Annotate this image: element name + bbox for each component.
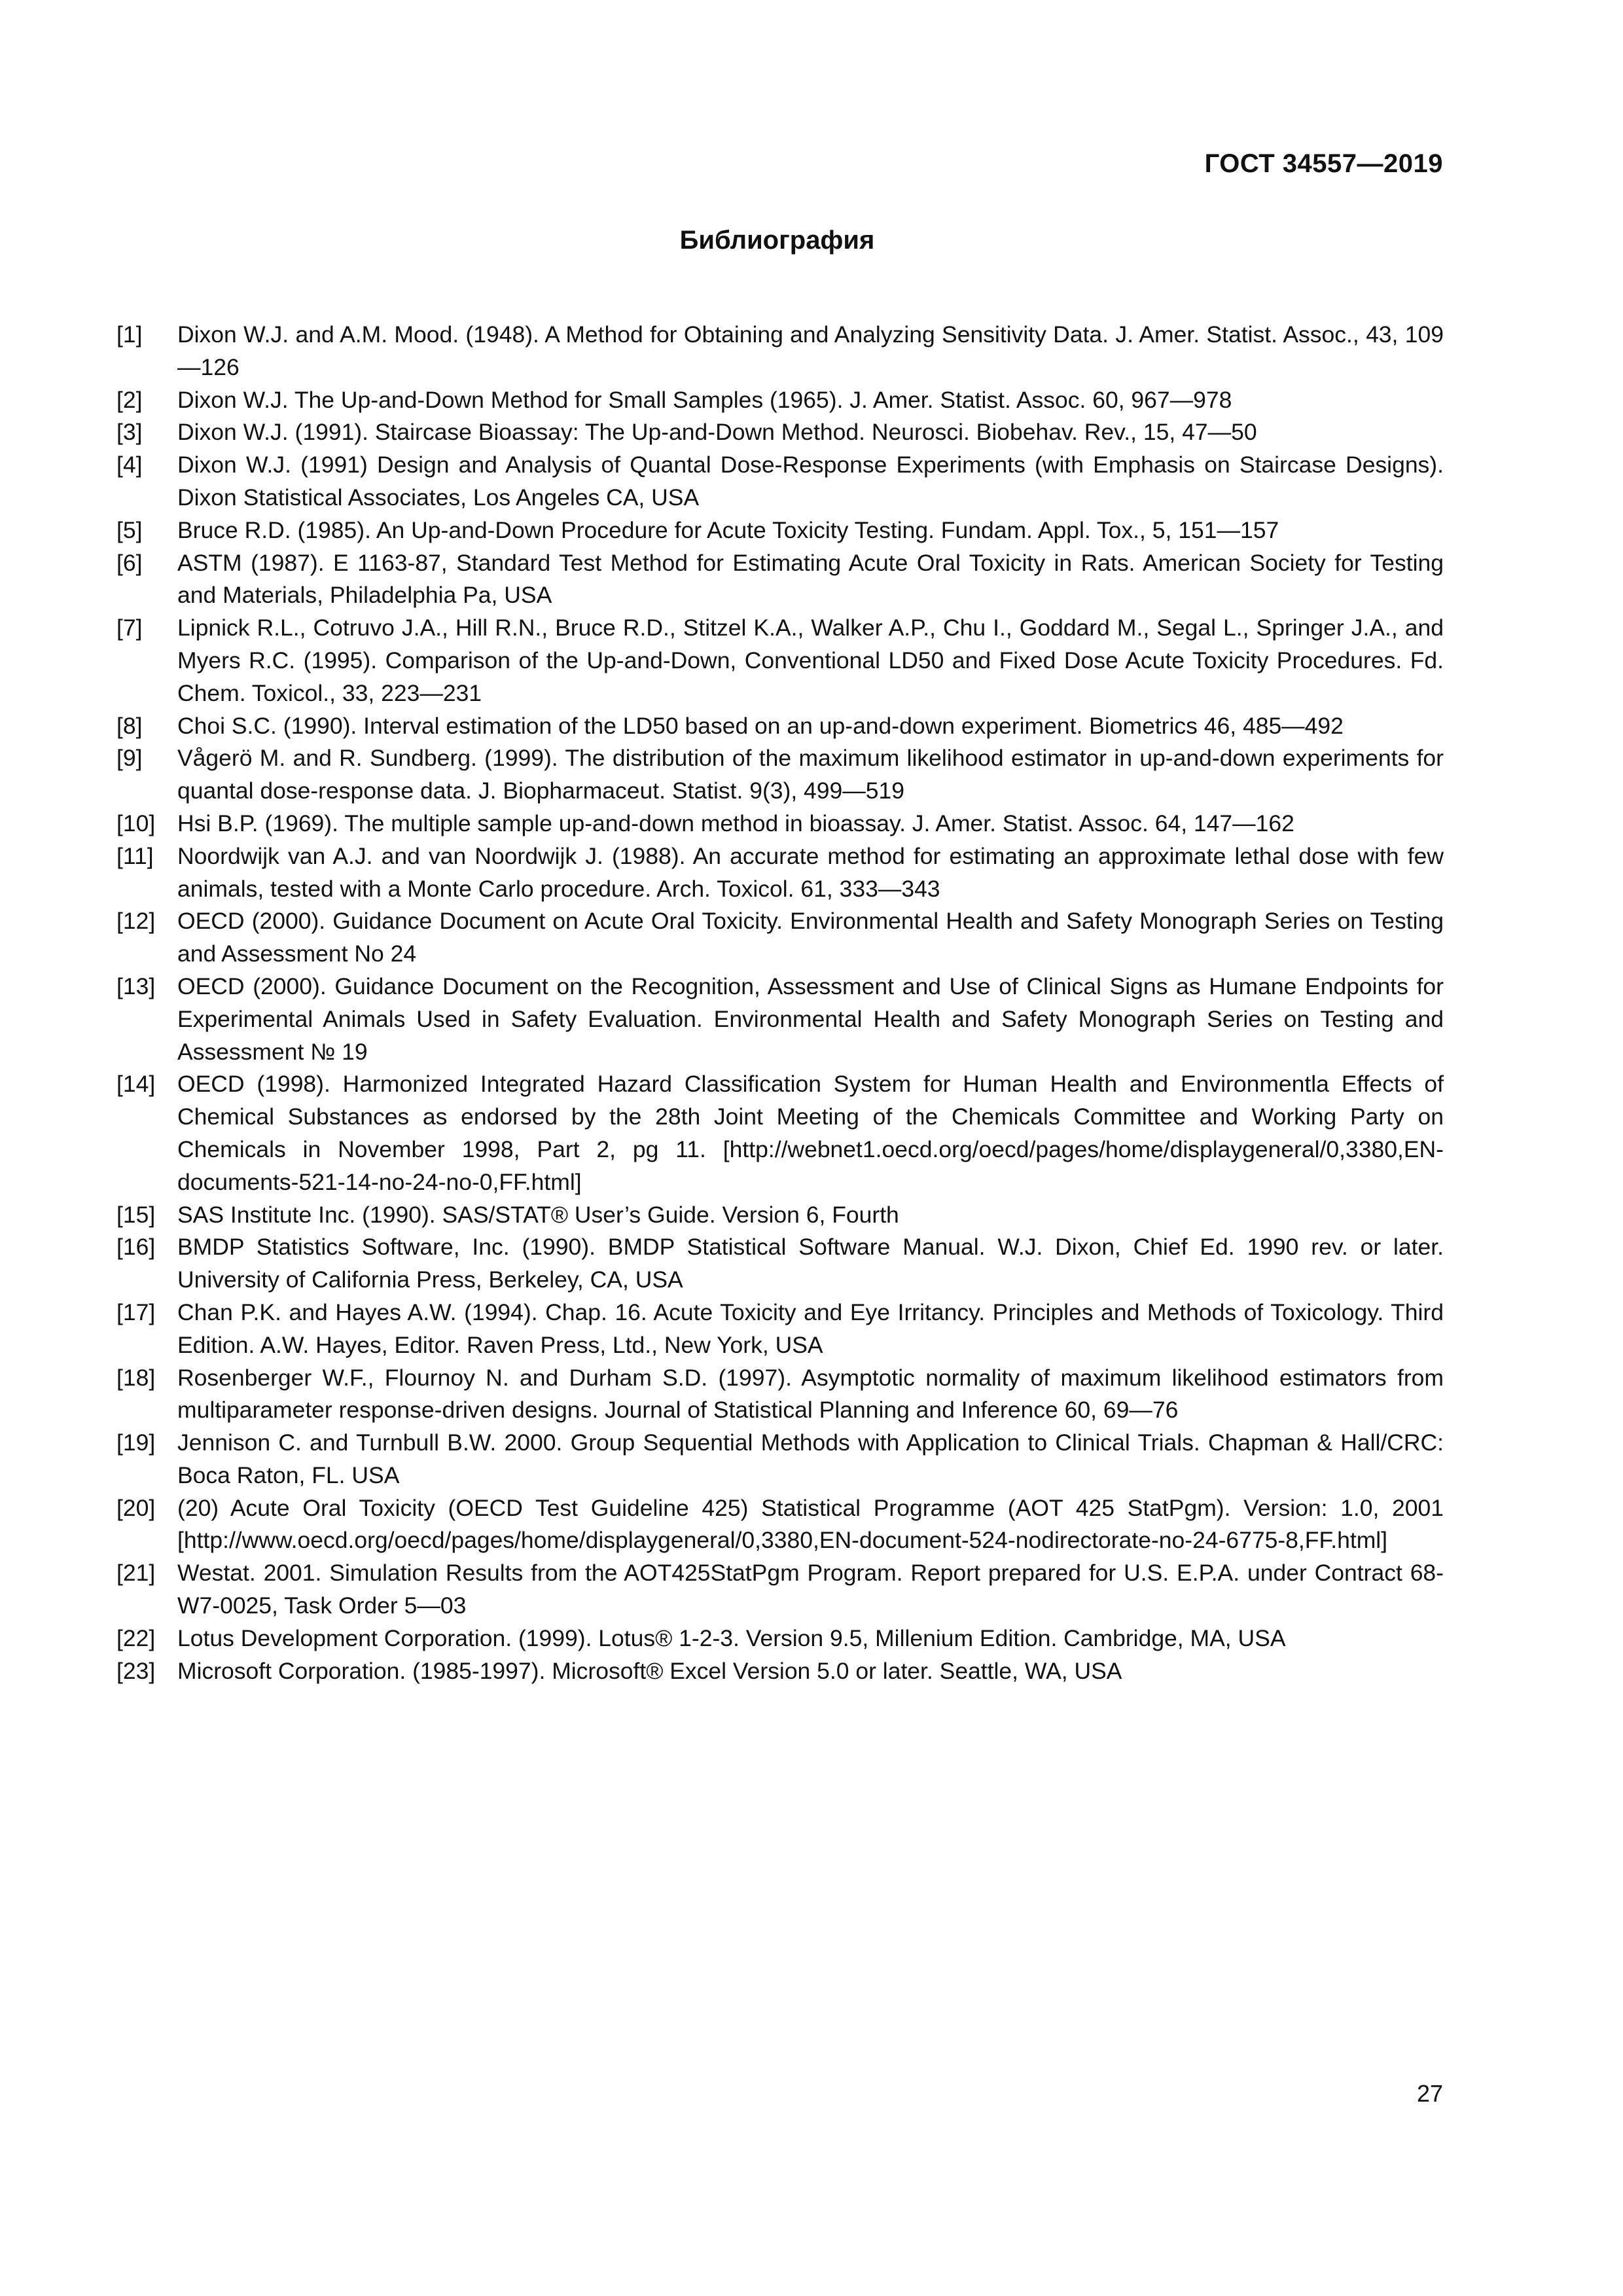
list-item xyxy=(116,1231,1444,1297)
list-item xyxy=(116,710,1444,743)
reference-number: [8] xyxy=(116,712,143,739)
reference-number: [4] xyxy=(116,452,143,478)
list-item xyxy=(116,971,1444,1068)
reference-text: Microsoft Corporation. (1985-1997). Microsoft® Excel Version 5.0 or later. Seattle, WA, USA xyxy=(177,1657,1122,1684)
reference-text: Vågerö M. and R. Sundberg. (1999). The distribution of the maximum likelihood estimator in up-and-down experiments for quantal dose-response data. J. Biopharmaceut. Statist. 9(3), 499—519 xyxy=(177,745,1444,804)
standard-designation: ГОСТ 34557—2019 xyxy=(1204,149,1443,178)
reference-text: ASTM (1987). E 1163-87, Standard Test Method for Estimating Acute Oral Toxicity in Rats. American Society for Testing and Materials, Philadelphia Pa, USA xyxy=(177,549,1444,609)
reference-number: [17] xyxy=(116,1299,156,1325)
page-number: 27 xyxy=(1416,2080,1443,2107)
reference-text: Bruce R.D. (1985). An Up-and-Down Procedure for Acute Toxicity Testing. Fundam. Appl. Tox., 5, 151—157 xyxy=(177,516,1279,543)
list-item xyxy=(116,1492,1444,1558)
reference-number: [6] xyxy=(116,549,143,576)
reference-text: OECD (2000). Guidance Document on the Recognition, Assessment and Use of Clinical Signs as Humane Endpoints for Experimental Animals Used in Safety Evaluation. Environmental Health and Safety Monograph Series on Testing and Assessment № 19 xyxy=(177,973,1444,1065)
reference-number: [23] xyxy=(116,1657,156,1684)
reference-text: Westat. 2001. Simulation Results from the AOT425StatPgm Program. Report prepared for U.S. E.P.A. under Contract 68-W7-0025, Task Order 5—03 xyxy=(177,1560,1444,1619)
list-item xyxy=(116,808,1444,840)
page-title: Библиография xyxy=(679,226,875,255)
reference-text: Lipnick R.L., Cotruvo J.A., Hill R.N., Bruce R.D., Stitzel K.A., Walker A.P., Chu I., Goddard M., Segal L., Springer J.A., and Myers R.C. (1995). Comparison of the Up-and-Down, Conventional LD50 and Fixed Dose Acute Toxicity Procedures. Fd. Chem. Toxicol., 33, 223—231 xyxy=(177,615,1444,706)
list-item xyxy=(116,840,1444,906)
reference-number: [13] xyxy=(116,973,156,999)
list-item xyxy=(116,1362,1444,1427)
list-item xyxy=(116,1199,1444,1232)
reference-number: [5] xyxy=(116,516,143,543)
list-item xyxy=(116,1655,1444,1688)
list-item xyxy=(116,514,1444,547)
reference-number: [14] xyxy=(116,1071,156,1098)
reference-text: Rosenberger W.F., Flournoy N. and Durham S.D. (1997). Asymptotic normality of maximum likelihood estimators from multiparameter response-driven designs. Journal of Statistical Planning and Inference 60, 69—76 xyxy=(177,1364,1444,1424)
reference-number: [10] xyxy=(116,810,156,836)
reference-text: Jennison C. and Turnbull B.W. 2000. Group Sequential Methods with Application to Clinical Trials. Chapman & Hall/CRC: Boca Raton, FL. USA xyxy=(177,1429,1444,1488)
reference-text: Dixon W.J. (1991) Design and Analysis of Quantal Dose-Response Experiments (with Emphasis on Staircase Designs). Dixon Statistical Associates, Los Angeles CA, USA xyxy=(177,452,1444,511)
reference-text: Dixon W.J. The Up-and-Down Method for Small Samples (1965). J. Amer. Statist. Assoc. 60, 967—978 xyxy=(177,386,1232,413)
list-item xyxy=(116,905,1444,971)
reference-text: Dixon W.J. (1991). Staircase Bioassay: The Up-and-Down Method. Neurosci. Biobehav. Rev., 15, 47—50 xyxy=(177,419,1257,446)
reference-number: [21] xyxy=(116,1560,156,1587)
reference-number: [7] xyxy=(116,615,143,641)
list-item xyxy=(116,449,1444,514)
list-item xyxy=(116,1427,1444,1492)
reference-number: [11] xyxy=(116,842,154,869)
reference-text: Noordwijk van A.J. and van Noordwijk J. (1988). An accurate method for estimating an approximate lethal dose with few animals, tested with a Monte Carlo procedure. Arch. Toxicol. 61, 333—343 xyxy=(177,842,1444,902)
list-item xyxy=(116,1557,1444,1623)
reference-text: Hsi B.P. (1969). The multiple sample up-and-down method in bioassay. J. Amer. Statist. Assoc. 64, 147—162 xyxy=(177,810,1294,836)
list-item xyxy=(116,319,1444,384)
reference-number: [18] xyxy=(116,1364,156,1391)
list-item xyxy=(116,547,1444,613)
reference-number: [16] xyxy=(116,1234,156,1261)
list-item xyxy=(116,416,1444,449)
reference-number: [12] xyxy=(116,908,156,935)
reference-number: [3] xyxy=(116,419,143,446)
list-item xyxy=(116,1068,1444,1198)
list-item xyxy=(116,612,1444,709)
reference-text: BMDP Statistics Software, Inc. (1990). BMDP Statistical Software Manual. W.J. Dixon, Chief Ed. 1990 rev. or later. University of California Press, Berkeley, CA, USA xyxy=(177,1234,1444,1293)
reference-number: [15] xyxy=(116,1201,156,1228)
list-item xyxy=(116,742,1444,808)
bibliography-list xyxy=(116,319,1444,1687)
reference-text: Lotus Development Corporation. (1999). Lotus® 1-2-3. Version 9.5, Millenium Edition. Cambridge, MA, USA xyxy=(177,1624,1286,1651)
reference-number: [9] xyxy=(116,745,143,772)
reference-text: (20) Acute Oral Toxicity (OECD Test Guideline 425) Statistical Programme (AOT 425 StatPgm). Version: 1.0, 2001 [http://www.oecd.org/oecd/pages/home/displaygeneral/0,3380,EN-document-524-nodirectorate-no-24-6775-8,FF.html] xyxy=(177,1494,1444,1554)
reference-text: OECD (2000). Guidance Document on Acute Oral Toxicity. Environmental Health and Safety Monograph Series on Testing and Assessment No 24 xyxy=(177,908,1444,967)
reference-number: [22] xyxy=(116,1624,156,1651)
list-item xyxy=(116,1623,1444,1655)
reference-number: [20] xyxy=(116,1494,156,1521)
list-item xyxy=(116,1297,1444,1362)
reference-text: OECD (1998). Harmonized Integrated Hazard Classification System for Human Health and Environmentla Effects of Chemical Substances as endorsed by the 28th Joint Meeting of the Chemicals Committee and Working Party on Chemicals in November 1998, Part 2, pg 11. [http://webnet1.oecd.org/oecd/pages/home/displaygeneral/0,3380,EN-documents-521-14-no-24-no-0,FF.html] xyxy=(177,1071,1444,1195)
reference-text: Dixon W.J. and A.M. Mood. (1948). A Method for Obtaining and Analyzing Sensitivity Data. J. Amer. Statist. Assoc., 43, 109—126 xyxy=(177,321,1444,380)
reference-number: [19] xyxy=(116,1429,156,1456)
list-item xyxy=(116,384,1444,417)
reference-text: Chan P.K. and Hayes A.W. (1994). Chap. 16. Acute Toxicity and Eye Irritancy. Principles and Methods of Toxicology. Third Edition. A.W. Hayes, Editor. Raven Press, Ltd., New York, USA xyxy=(177,1299,1444,1358)
reference-number: [1] xyxy=(116,321,143,348)
reference-text: Choi S.C. (1990). Interval estimation of the LD50 based on an up-and-down experiment. Biometrics 46, 485—492 xyxy=(177,712,1344,739)
reference-text: SAS Institute Inc. (1990). SAS/STAT® User’s Guide. Version 6, Fourth xyxy=(177,1201,899,1228)
reference-number: [2] xyxy=(116,386,143,413)
